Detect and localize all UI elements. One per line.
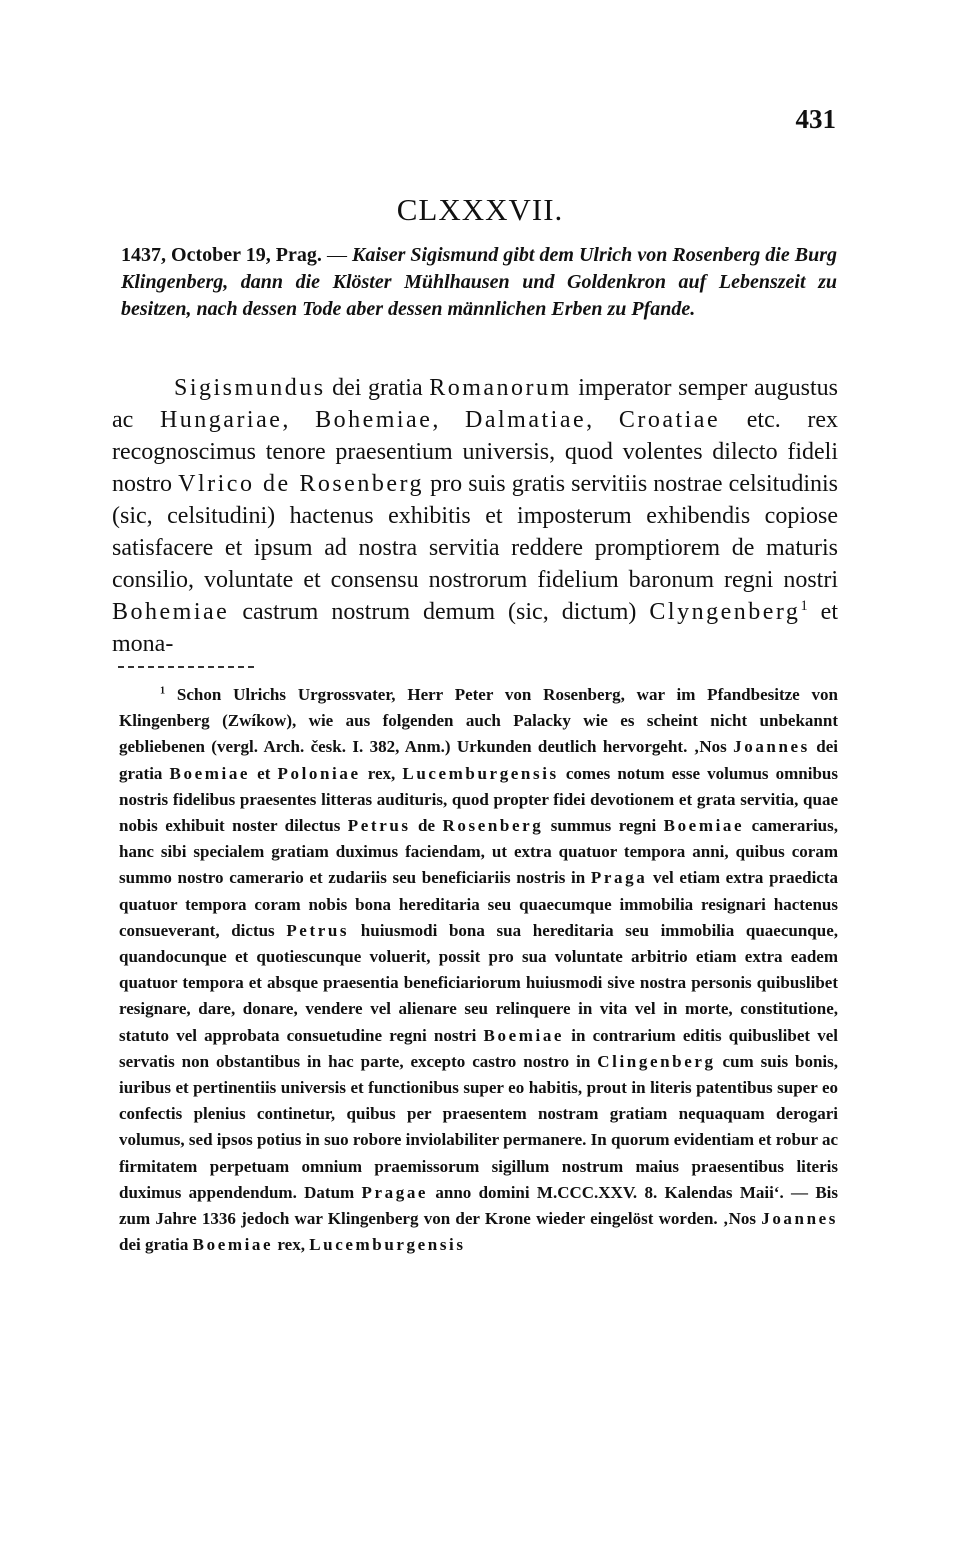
name-clyngenberg: Clyngenberg xyxy=(649,599,801,625)
name-poloniae: Poloniae xyxy=(277,763,361,783)
text-run: de xyxy=(254,471,300,497)
regest-date: 1437, October 19, Prag. xyxy=(121,244,322,266)
name-vlrico: Vlrico xyxy=(178,471,255,497)
text-run: , xyxy=(282,407,316,433)
page-number: 431 xyxy=(795,104,836,134)
footnote xyxy=(119,682,838,1258)
text-run: , xyxy=(432,407,466,433)
name-petrus: Petrus xyxy=(347,816,411,836)
name-joannes: Joannes xyxy=(761,1209,838,1229)
name-petrus: Petrus xyxy=(286,920,350,940)
name-romanorum: Romanorum xyxy=(429,375,572,401)
regest-dash: — xyxy=(321,244,353,266)
name-lucemburgensis: Lucemburgensis xyxy=(402,763,559,783)
text-run: imperator semper augustus ac xyxy=(112,375,838,433)
name-rosenberg: Rosenberg xyxy=(442,816,544,836)
text-run: camerarius, hanc sibi specialem gratiam duximus faciendam, ut extra quatuor tempora anni, quibus coram summo nostro camerario et zudariis seu beneficiariis nostris in xyxy=(119,816,838,888)
text-run: et xyxy=(250,763,278,783)
text-run: dei gratia xyxy=(325,375,430,401)
name-bohemiae: Bohemiae xyxy=(112,599,230,625)
text-run: in contrarium editis quibuslibet vel servatis non obstantibus in hac parte, excepto castro nostro in xyxy=(119,1025,838,1071)
text-run: dei gratia xyxy=(119,1235,193,1255)
footnote-marker: 1 xyxy=(160,685,166,697)
text-run: castrum nostrum demum (sic, dictum) xyxy=(229,599,650,625)
text-run: rex, xyxy=(360,763,403,783)
text-run: etc. rex recognoscimus tenore praesentium universis, quod volentes dilecto fideli nostro xyxy=(112,407,839,497)
name-bohemiae: Bohemiae xyxy=(315,407,433,433)
text-run: pro suis gratis servitiis nostrae celsitudinis (sic, celsitudini) hactenus exhibitis et imposterum exhibendis copiose satisfacere et ipsum ad nostra servitia reddere promptiorem de maturis consilio, voluntate et consensu nostrorum fidelium baronum regni nostri xyxy=(112,471,839,593)
name-clingenberg: Clingenberg xyxy=(597,1051,716,1071)
text-run: Schon Ulrichs Urgrossvater, Herr Peter von Rosenberg, war im Pfandbesitze von Klingenberg (Zwíkow), wie aus folgenden auch Palacky wie es scheint nicht unbekannt gebliebenen (vergl. Arch. česk. I. 382, Anm.) Urkunden deutlich hervorgeht. ‚Nos xyxy=(119,685,838,757)
text-run: summus regni xyxy=(543,816,664,836)
main-paragraph xyxy=(112,372,838,660)
name-hungariae: Hungariae xyxy=(159,407,283,433)
footnote-reference: 1 xyxy=(800,598,808,614)
text-run: , xyxy=(586,407,619,433)
text-run: dei gratia xyxy=(119,737,838,783)
text-run: huiusmodi bona sua hereditaria seu immobilia quaecunque, quandocunque et quotiescunque voluerit, possit pro sua voluntate arbitrio etiam extra eadem quatuor tempora et absque praesentia beneficiariorum huiusmodi sive nostra personis quibuslibet resignare, dare, donare, vendere vel alienare seu relinquere in vita vel in morte, constitutione, statuto vel approbata consuetudine regni nostri xyxy=(119,920,838,1045)
name-sigismundus: Sigismundus xyxy=(174,375,326,401)
name-joannes: Joannes xyxy=(733,737,810,757)
name-boemiae: Boemiae xyxy=(663,816,745,836)
footnote-separator xyxy=(118,666,254,668)
document-number: CLXXXVII. xyxy=(396,192,564,227)
name-pragae: Pragae xyxy=(361,1182,429,1202)
name-boemiae: Boemiae xyxy=(169,763,251,783)
name-praga: Praga xyxy=(590,868,648,888)
name-boemiae: Boemiae xyxy=(483,1025,565,1045)
name-boemiae: Boemiae xyxy=(192,1235,274,1255)
main-text xyxy=(112,372,838,660)
text-run: et mona- xyxy=(112,599,838,657)
text-run: comes notum esse volumus omnibus nostris fidelibus praesentes litteras audituris, quod propter fidei devotionem et grata servitia, quae nobis exhibuit noster dilectus xyxy=(119,763,838,836)
text-run: anno domini M.CCC.XXV. 8. Kalendas Maii‘. — Bis zum Jahre 1336 jedoch war Klingenberg von der Krone wieder eingelöst worden. ‚Nos xyxy=(119,1182,838,1229)
name-rosenberg: Rosenberg xyxy=(299,471,425,497)
regest-summary: Kaiser Sigismund gibt dem Ulrich von Rosenberg die Burg Klingenberg, dann die Klöster Mühlhausen und Goldenkron auf Lebenszeit zu besitzen, nach dessen Tode aber dessen männlichen Erben zu Pfande. xyxy=(121,244,838,320)
name-croatiae: Croatiae xyxy=(618,407,721,433)
text-run: cum suis bonis, iuribus et pertinentiis universis et functionibus super eo habitis, prout in literis patentibus super eo confectis plenius continetur, quibus per praesentem nostram gratiam nequaquam derogari volumus, sed ipsos potius in suo robore inviolabiliter permanere. In quorum evidentiam et robur ac firmitatem perpetuam omnium praemissorum sigillum nostrum maius praesentibus literis duximus appendendum. Datum xyxy=(119,1051,838,1202)
name-lucemburgensis: Lucemburgensis xyxy=(309,1235,466,1255)
text-run: vel etiam extra praedicta quatuor tempora coram nobis bona hereditaria seu quaecumque immobilia resignari hactenus consueverant, dictus xyxy=(119,868,838,940)
name-dalmatiae: Dalmatiae xyxy=(465,407,587,433)
regest-heading xyxy=(121,242,837,323)
text-run: rex, xyxy=(273,1235,310,1255)
footnote-body xyxy=(119,682,838,1258)
text-run: de xyxy=(410,816,443,836)
